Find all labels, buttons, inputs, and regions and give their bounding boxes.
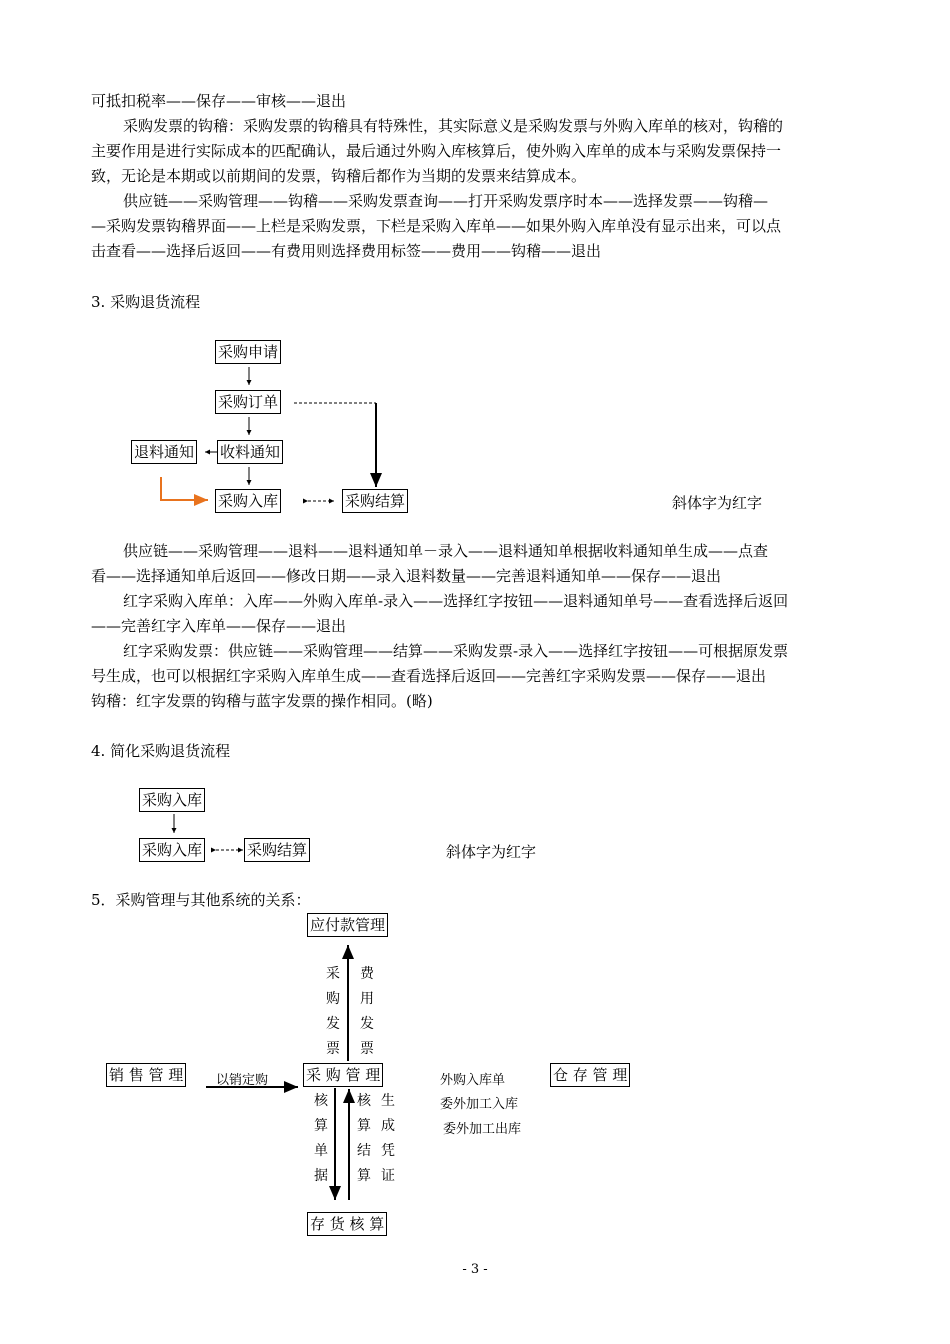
vertical-char: 用 [360, 991, 374, 1007]
text-line: 采购发票的钩稽：采购发票的钩稽具有特殊性，其实际意义是采购发票与外购入库单的核对，钩稽的 [123, 117, 784, 135]
order-box: 采购订单 [215, 390, 281, 414]
vertical-char: 费 [360, 966, 374, 982]
vertical-char: 票 [360, 1041, 374, 1057]
settle-box: 采购结算 [342, 489, 408, 513]
warehouse-box: 仓 存 管 理 [550, 1063, 630, 1087]
text-line: 红字采购发票：供应链——采购管理——结算——采购发票-录入——选择红字按钮——可根据原发票 [123, 642, 789, 660]
stock-in-top-box: 采购入库 [139, 788, 205, 812]
text-line: 致，无论是本期或以前期间的发票，钩稽后都作为当期的发票来结算成本。 [91, 167, 587, 185]
text-line: 可抵扣税率——保存——审核——退出 [91, 92, 347, 110]
vertical-char: 采 [326, 966, 340, 982]
stock-in-box: 采购入库 [139, 838, 205, 862]
stock-in-doc-label: 外购入库单 [440, 1073, 506, 1088]
text-line: —采购发票钩稽界面——上栏是采购发票，下栏是采购入库单——如果外购入库单没有显示出来，可以点 [91, 217, 782, 235]
stock-in-box: 采购入库 [215, 489, 281, 513]
text-line: 供应链——采购管理——钩稽——采购发票查询——打开采购发票序时本——选择发票——钩稽— [123, 192, 769, 210]
settle-box: 采购结算 [244, 838, 310, 862]
vertical-char: 生 [381, 1093, 395, 1109]
vertical-char: 核 [357, 1093, 371, 1109]
vertical-char: 单 [314, 1143, 328, 1159]
sales-box: 销 售 管 理 [106, 1063, 186, 1087]
vertical-char: 结 [357, 1143, 371, 1159]
text-line: 号生成，也可以根据红字采购入库单生成——查看选择后返回——完善红字采购发票——保存——退出 [91, 667, 767, 685]
return-notice-box: 退料通知 [131, 440, 197, 464]
vertical-char: 成 [381, 1118, 395, 1134]
text-line: ——完善红字入库单——保存——退出 [91, 617, 347, 635]
vertical-char: 购 [326, 991, 340, 1007]
vertical-char: 算 [357, 1168, 371, 1184]
vertical-char: 算 [357, 1118, 371, 1134]
text-line: 供应链——采购管理——退料——退料通知单－录入——退料通知单根据收料通知单生成——点查 [123, 542, 769, 560]
vertical-char: 核 [314, 1093, 328, 1109]
apply-box: 采购申请 [215, 340, 281, 364]
page-number: - 3 - [462, 1262, 488, 1277]
vertical-char: 票 [326, 1041, 340, 1057]
sale-to-order-label: 以销定购 [216, 1073, 269, 1088]
vertical-char: 据 [314, 1168, 328, 1184]
text-line: 钩稽：红字发票的钩稽与蓝字发票的操作相同。(略) [91, 692, 433, 710]
text-line: 击查看——选择后返回——有费用则选择费用标签——费用——钩稽——退出 [91, 242, 602, 260]
outsource-out-label: 委外加工出库 [443, 1122, 522, 1137]
vertical-char: 发 [326, 1016, 340, 1032]
vertical-char: 算 [314, 1118, 328, 1134]
vertical-char: 证 [381, 1168, 395, 1184]
inventory-box: 存 货 核 算 [307, 1212, 387, 1236]
red-text-note: 斜体字为红字 [672, 494, 763, 512]
receive-notice-box: 收料通知 [217, 440, 283, 464]
text-line: 红字采购入库单：入库——外购入库单-录入——选择红字按钮——退料通知单号——查看选择后返回 [123, 592, 789, 610]
vertical-char: 发 [360, 1016, 374, 1032]
section-heading: 3. 采购退货流程 [91, 293, 201, 311]
purchase-box: 采 购 管 理 [303, 1063, 383, 1087]
section-heading: 5．采购管理与其他系统的关系： [91, 891, 311, 909]
vertical-char: 凭 [381, 1143, 395, 1159]
payable-box: 应付款管理 [307, 913, 388, 937]
section-heading: 4. 简化采购退货流程 [91, 742, 231, 760]
outsource-in-label: 委外加工入库 [440, 1097, 519, 1112]
text-line: 主要作用是进行实际成本的匹配确认，最后通过外购入库核算后，使外购入库单的成本与采购发票保持一 [91, 142, 782, 160]
red-text-note: 斜体字为红字 [446, 843, 537, 861]
text-line: 看——选择通知单后返回——修改日期——录入退料数量——完善退料通知单——保存——退出 [91, 567, 722, 585]
